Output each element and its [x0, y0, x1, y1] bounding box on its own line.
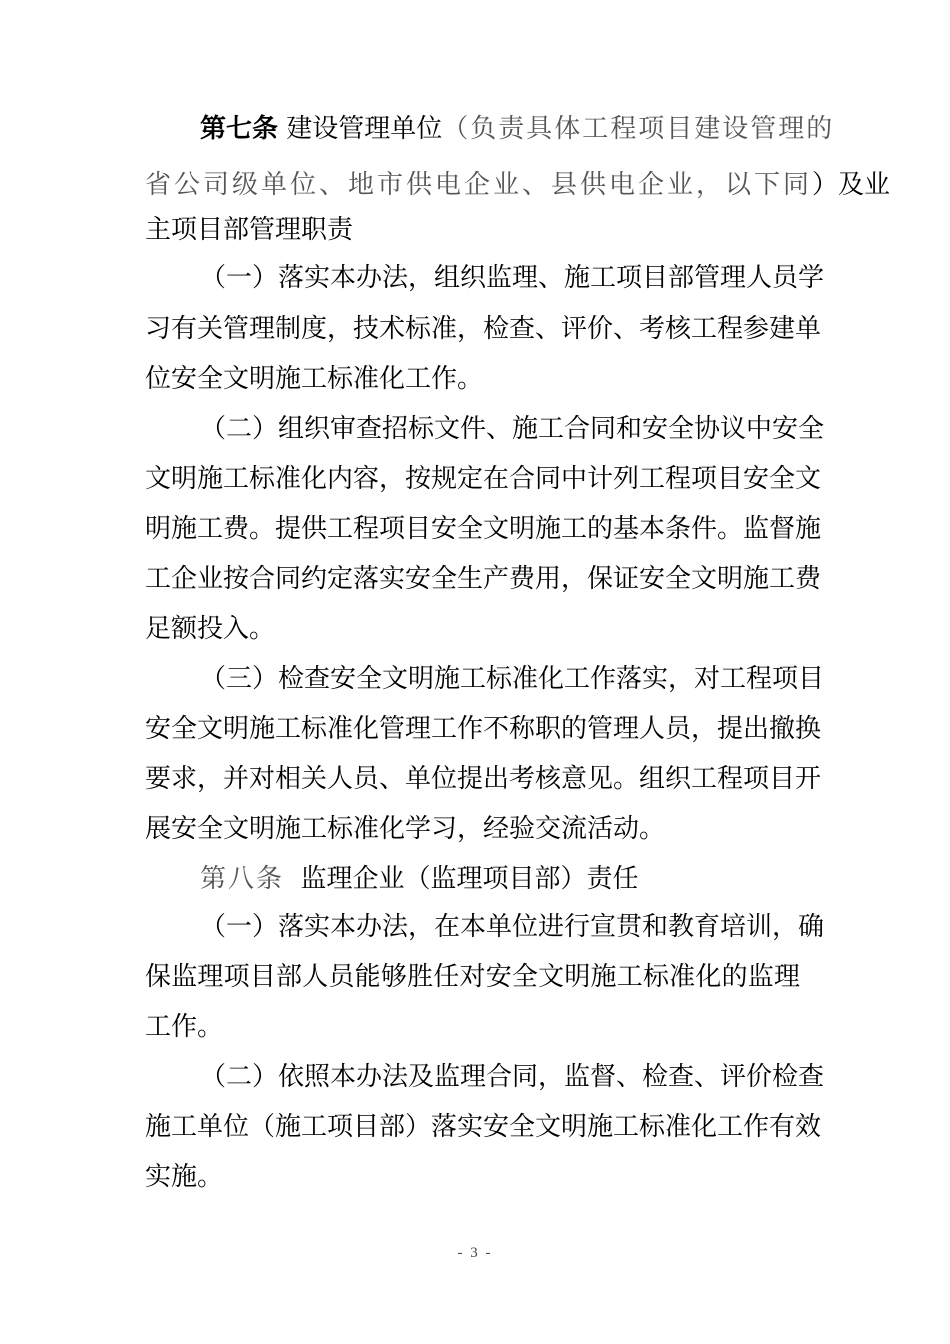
article8-item2-line: （二）依照本办法及监理合同，监督、检查、评价检查 [200, 1062, 825, 1092]
article7-item2-line: （二）组织审查招标文件、施工合同和安全协议中安全 [200, 414, 825, 444]
article7-item3-line: 展安全文明施工标准化学习，经验交流活动。 [145, 814, 666, 844]
article7-heading-line-1 [200, 111, 835, 147]
article7-title: 建设管理单位 [286, 114, 443, 144]
article8-heading: 第八条 [200, 864, 285, 894]
article8-item1-line: （一）落实本办法，在本单位进行宣贯和教育培训，确 [200, 912, 825, 942]
article7-heading-line-2 [145, 167, 891, 203]
article8-item1-line: 工作。 [145, 1012, 224, 1042]
article7-item3-line: （三）检查安全文明施工标准化工作落实，对工程项目 [200, 664, 825, 694]
article8-item2-line: 施工单位（施工项目部）落实安全文明施工标准化工作有效 [145, 1112, 822, 1142]
article8-title: 监理企业（监理项目部）责任 [300, 864, 639, 894]
article7-paren-1: （负责具体工程项目建设管理的 [442, 114, 835, 144]
article7-item1-line: （一）落实本办法，组织监理、施工项目部管理人员学 [200, 263, 825, 293]
article7-heading: 第七条 [200, 114, 279, 144]
article7-item1-line: 位安全文明施工标准化工作。 [145, 364, 484, 394]
article7-item3-line: 安全文明施工标准化管理工作不称职的管理人员，提出撤换 [145, 714, 822, 744]
article8-item1-line: 保监理项目部人员能够胜任对安全文明施工标准化的监理 [145, 962, 800, 992]
article7-item2-line: 文明施工标准化内容，按规定在合同中计列工程项目安全文 [145, 464, 822, 494]
article7-paren-2: 省公司级单位、地市供电企业、县供电企业，以下同 [145, 170, 813, 200]
article8-heading-line [200, 861, 800, 897]
article7-item2-line: 明施工费。提供工程项目安全文明施工的基本条件。监督施 [145, 514, 822, 544]
article7-heading-line-3: 主项目部管理职责 [145, 215, 354, 245]
article7-item3-line: 要求，并对相关人员、单位提出考核意见。组织工程项目开 [145, 764, 822, 794]
article7-item2-line: 足额投入。 [145, 614, 276, 644]
article7-item2-line: 工企业按合同约定落实安全生产费用，保证安全文明施工费 [145, 564, 822, 594]
article7-tail: ）及业 [812, 170, 891, 200]
article8-item2-line: 实施。 [145, 1162, 224, 1192]
article7-item1-line: 习有关管理制度，技术标准，检查、评价、考核工程参建单 [145, 314, 822, 344]
page-number: - 3 - [457, 1245, 493, 1261]
